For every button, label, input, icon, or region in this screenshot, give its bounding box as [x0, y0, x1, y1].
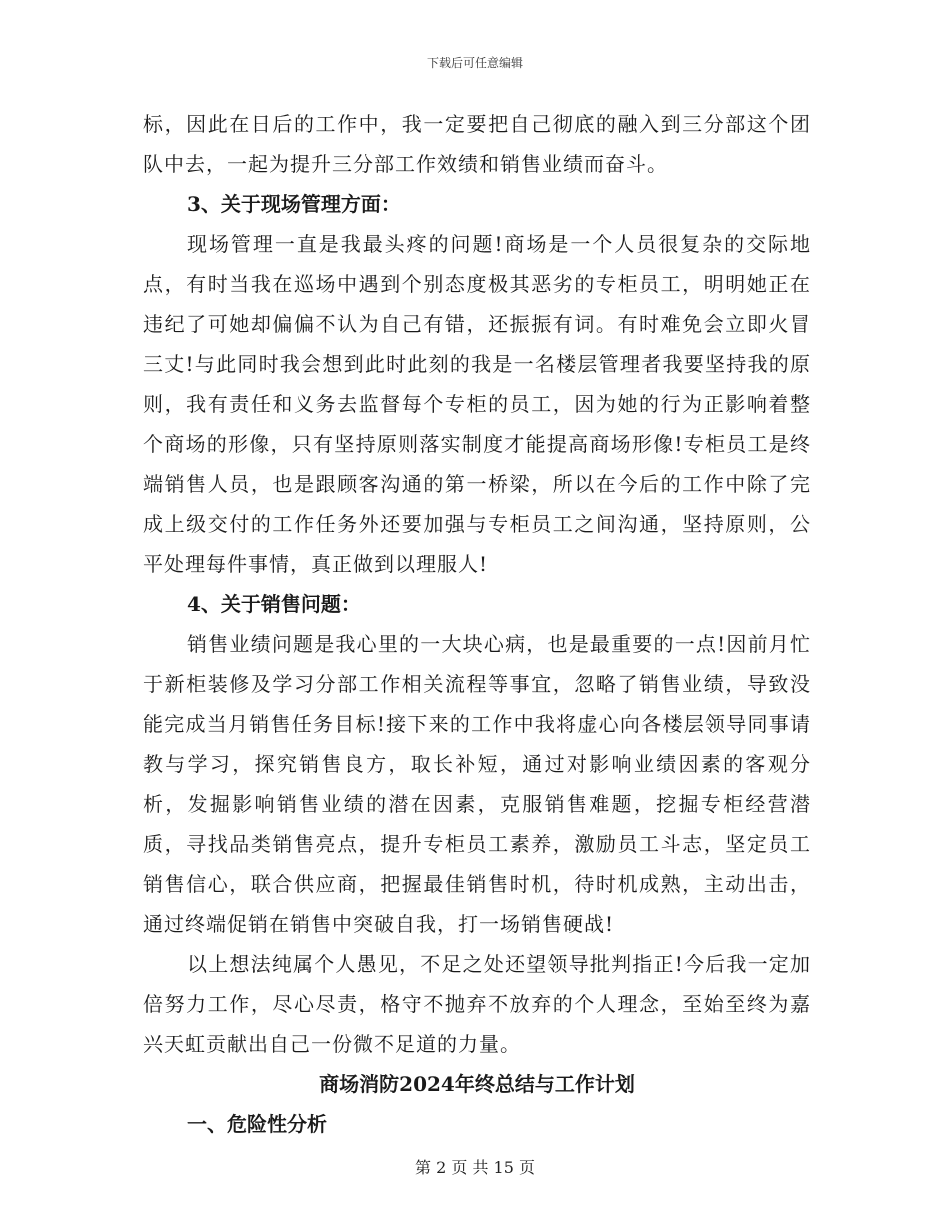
paragraph-site-management: 现场管理一直是我最头疼的问题!商场是一个人员很复杂的交际地点，有时当我在巡场中遇到个别态度极其恶劣的专柜员工，明明她正在违纪了可她却偏偏不认为自己有错，还振振有词。有时难免会立即火冒三丈!与此同时我会想到此时此刻的我是一名楼层管理者我要坚持我的原则，我有责任和义务去监督每个专柜的员工，因为她的行为正影响着整个商场的形像，只有坚持原则落实制度才能提高商场形像!专柜员工是终端销售人员，也是跟顾客沟通的第一桥梁，所以在今后的工作中除了完成上级交付的工作任务外还要加强与专柜员工之间沟通，坚持原则，公平处理每件事情，真正做到以理服人!: [143, 232, 811, 576]
paragraph-continuation: 标，因此在日后的工作中，我一定要把自己彻底的融入到三分部这个团队中去，一起为提升三分部工作效绩和销售业绩而奋斗。: [143, 112, 811, 176]
section-heading-site-management: 3、关于现场管理方面：: [187, 192, 401, 216]
page-footer: 第 2 页 共 15 页: [415, 1158, 535, 1177]
page-header: 下载后可任意编辑: [426, 56, 523, 70]
document-body: [143, 104, 811, 1144]
section-heading-risk-analysis: 一、危险性分析: [187, 1112, 327, 1136]
paragraph-sales: 销售业绩问题是我心里的一大块心病，也是最重要的一点!因前月忙于新柜装修及学习分部工作相关流程等事宜，忽略了销售业绩，导致没能完成当月销售任务目标!接下来的工作中我将虚心向各楼层领导同事请教与学习，探究销售良方，取长补短，通过对影响业绩因素的客观分析，发掘影响销售业绩的潜在因素，克服销售难题，挖掘专柜经营潜质，寻找品类销售亮点，提升专柜员工素养，激励员工斗志，坚定员工销售信心，联合供应商，把握最佳销售时机，待时机成熟，主动出击，通过终端促销在销售中突破自我，打一场销售硬战!: [143, 632, 811, 936]
section-heading-sales: 4、关于销售问题：: [187, 592, 361, 616]
paragraph-conclusion: 以上想法纯属个人愚见，不足之处还望领导批判指正!今后我一定加倍努力工作，尽心尽责，格守不抛弃不放弃的个人理念，至始至终为嘉兴天虹贡献出自己一份微不足道的力量。: [143, 952, 811, 1056]
document-title: 商场消防2024年终总结与工作计划: [319, 1072, 635, 1096]
